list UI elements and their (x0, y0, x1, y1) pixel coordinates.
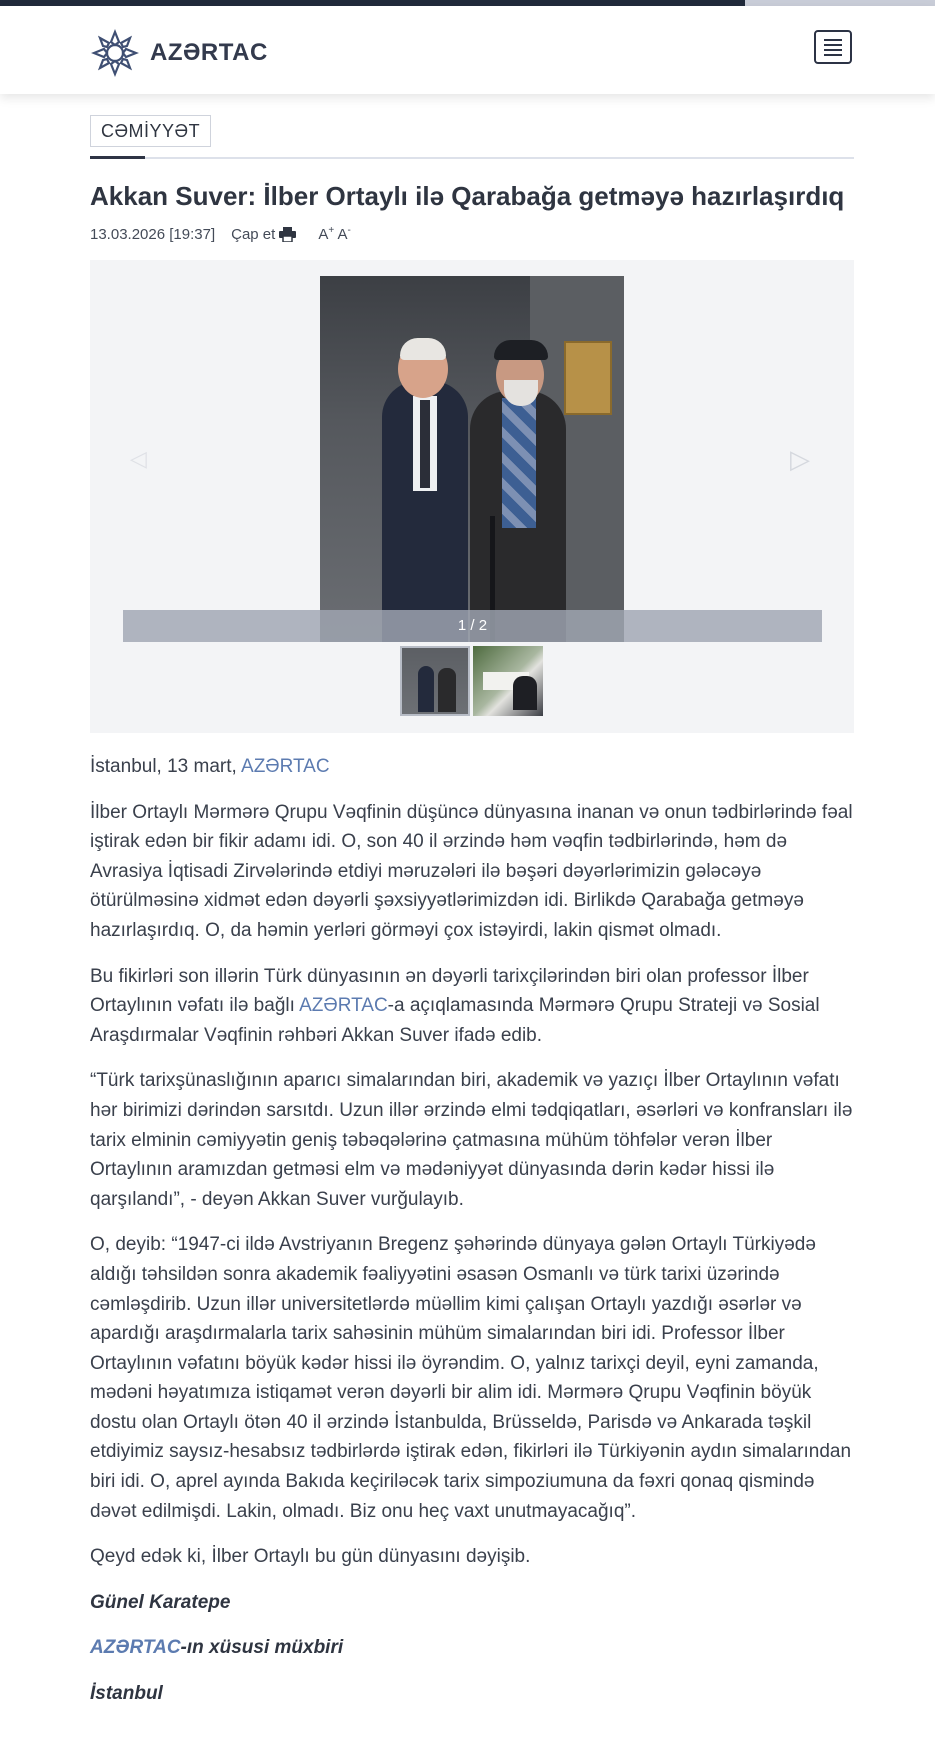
article-paragraph: Qeyd edək ki, İlber Ortaylı bu gün dünyasını dəyişib. (90, 1546, 531, 1568)
azertac-link[interactable]: AZƏRTAC (90, 1637, 181, 1659)
article-paragraph: O, deyib: “1947-ci ildə Avstriyanın Bregenz şəhərində dünyaya gələn Ortaylı Türkiyədə aldığı təhsildən sonra akademik fəaliyyətini əsasən Osmanlı və türk tarixi üzərində cəmləşdirib. Uzun illər universitetlərdə müəllim kimi çalışan Ortaylı yazdığı əsərlər və apardığı araşdırmalarla tarix sahəsinin mühüm simalarından biri idi. Professor İlber Ortaylının vəfatını böyük kədər hissi ilə öyrəndim. O, yalnız tarixçi deyil, eyni zamanda, mədəni həyatımıza istiqamət verən dəyərli bir alim idi. Mərmərə Qrupu Vəqfinin böyük dostu olan Ortaylı ötən 40 il ərzində İstanbulda, Brüsseldə, Parisdə və Ankarada təşkil etdiyimiz saysız-hesabsız tədbirlərdə iştirak edən, fikirləri ilə Türkiyənin aydın simalarından biri idi. O, aprel ayında Bakıda keçiriləcək tarix simpoziumuna da fəxri qonaq qismində dəvət edilmişdi. Lakin, olmadı. Biz onu heç vaxt unutmayacağıq”. (90, 1234, 852, 1522)
azertac-link[interactable]: AZƏRTAC (241, 756, 330, 777)
article-paragraph: Bu fikirləri son illərin Türk dünyasının ən dəyərli tarixçilərindən biri olan professor İlber Ortaylının vəfatı ilə bağlı AZƏRTAC-a açıqlamasında Mərmərə Qrupu Strateji və Sosial Araşdırmalar Vəqfinin rəhbəri Akkan Suver ifadə edib. (90, 965, 820, 1046)
gallery-main-photo[interactable] (320, 276, 624, 642)
gallery-thumbnail-2[interactable] (473, 646, 543, 716)
gallery-prev-arrow-icon[interactable]: ◁ (130, 446, 147, 471)
azertac-link[interactable]: AZƏRTAC (299, 995, 388, 1017)
azertac-emblem-icon (90, 28, 140, 78)
hamburger-menu-icon-line (824, 49, 842, 51)
category-divider-accent (90, 156, 145, 159)
hamburger-menu-icon (824, 39, 842, 41)
site-logo[interactable] (90, 28, 268, 78)
font-decrease-button[interactable]: A- (337, 225, 351, 243)
printer-icon (279, 227, 296, 242)
hamburger-menu-icon-line (824, 44, 842, 46)
article-dateline: İstanbul, 13 mart, AZƏRTAC (90, 756, 330, 777)
font-size-controls (318, 225, 351, 243)
article-datetime: 13.03.2026 [19:37] (90, 225, 216, 243)
print-button[interactable] (231, 226, 296, 243)
hamburger-menu-icon-line (824, 54, 842, 56)
article-paragraph: İlber Ortaylı Mərmərə Qrupu Vəqfinin düşüncə dünyasına inanan və onun tədbirlərində fəal iştirak edən bir fikir adamı idi. O, son 40 il ərzində həm vəqfin tədbirlərində, həm də Avrasiya İqtisadi Zirvələrində etdiyi məruzələri ilə bəşəri dəyərlərimizin gələcəyə ötürülməsinə xidmət edən dəyərli şəxsiyyətlərimizdən idi. Birlikdə Qarabağa getməyə hazırlaşırdıq. O, da həmin yerləri görməyi çox istəyirdi, lakin qismət olmadı. (90, 801, 853, 941)
author-role: AZƏRTAC-ın xüsusi müxbiri (90, 1637, 344, 1659)
font-increase-button[interactable]: A+ (318, 225, 335, 243)
gallery-thumbnail-1[interactable] (400, 646, 470, 716)
gallery-counter: 1 / 2 (123, 610, 822, 642)
print-label: Çap et (231, 225, 276, 243)
category-badge[interactable]: CƏMİYYƏT (90, 115, 211, 147)
category-divider (90, 157, 854, 159)
hamburger-menu-button[interactable] (814, 30, 852, 64)
author-location: İstanbul (90, 1683, 163, 1705)
author-name: Günel Karatepe (90, 1591, 231, 1613)
article-meta (90, 225, 351, 243)
article-title: Akkan Suver: İlber Ortaylı ilə Qarabağa getməyə hazırlaşırdıq (90, 181, 845, 211)
article-paragraph: “Türk tarixşünaslığının aparıcı simalarından biri, akademik və yazıçı İlber Ortaylının vəfatı hər birimizi dərindən sarsıtdı. Uzun illər ərzində elmi tədqiqatları, əsərləri və konfransları ilə tarix elminin cəmiyyətin geniş təbəqələrinə çatmasına mühüm töhfələr verən İlber Ortaylının aramızdan getməsi elm və mədəniyyət dünyasında dərin kədər hissi ilə qarşılandı”, - deyən Akkan Suver vurğulayıb. (90, 1070, 853, 1210)
article-body (90, 752, 854, 1725)
gallery-next-arrow-icon[interactable]: ▷ (790, 444, 810, 474)
logo-text: AZƏRTAC (150, 39, 268, 66)
site-header (0, 6, 935, 94)
photo-gallery (90, 260, 854, 733)
wall-plaque (564, 341, 612, 415)
